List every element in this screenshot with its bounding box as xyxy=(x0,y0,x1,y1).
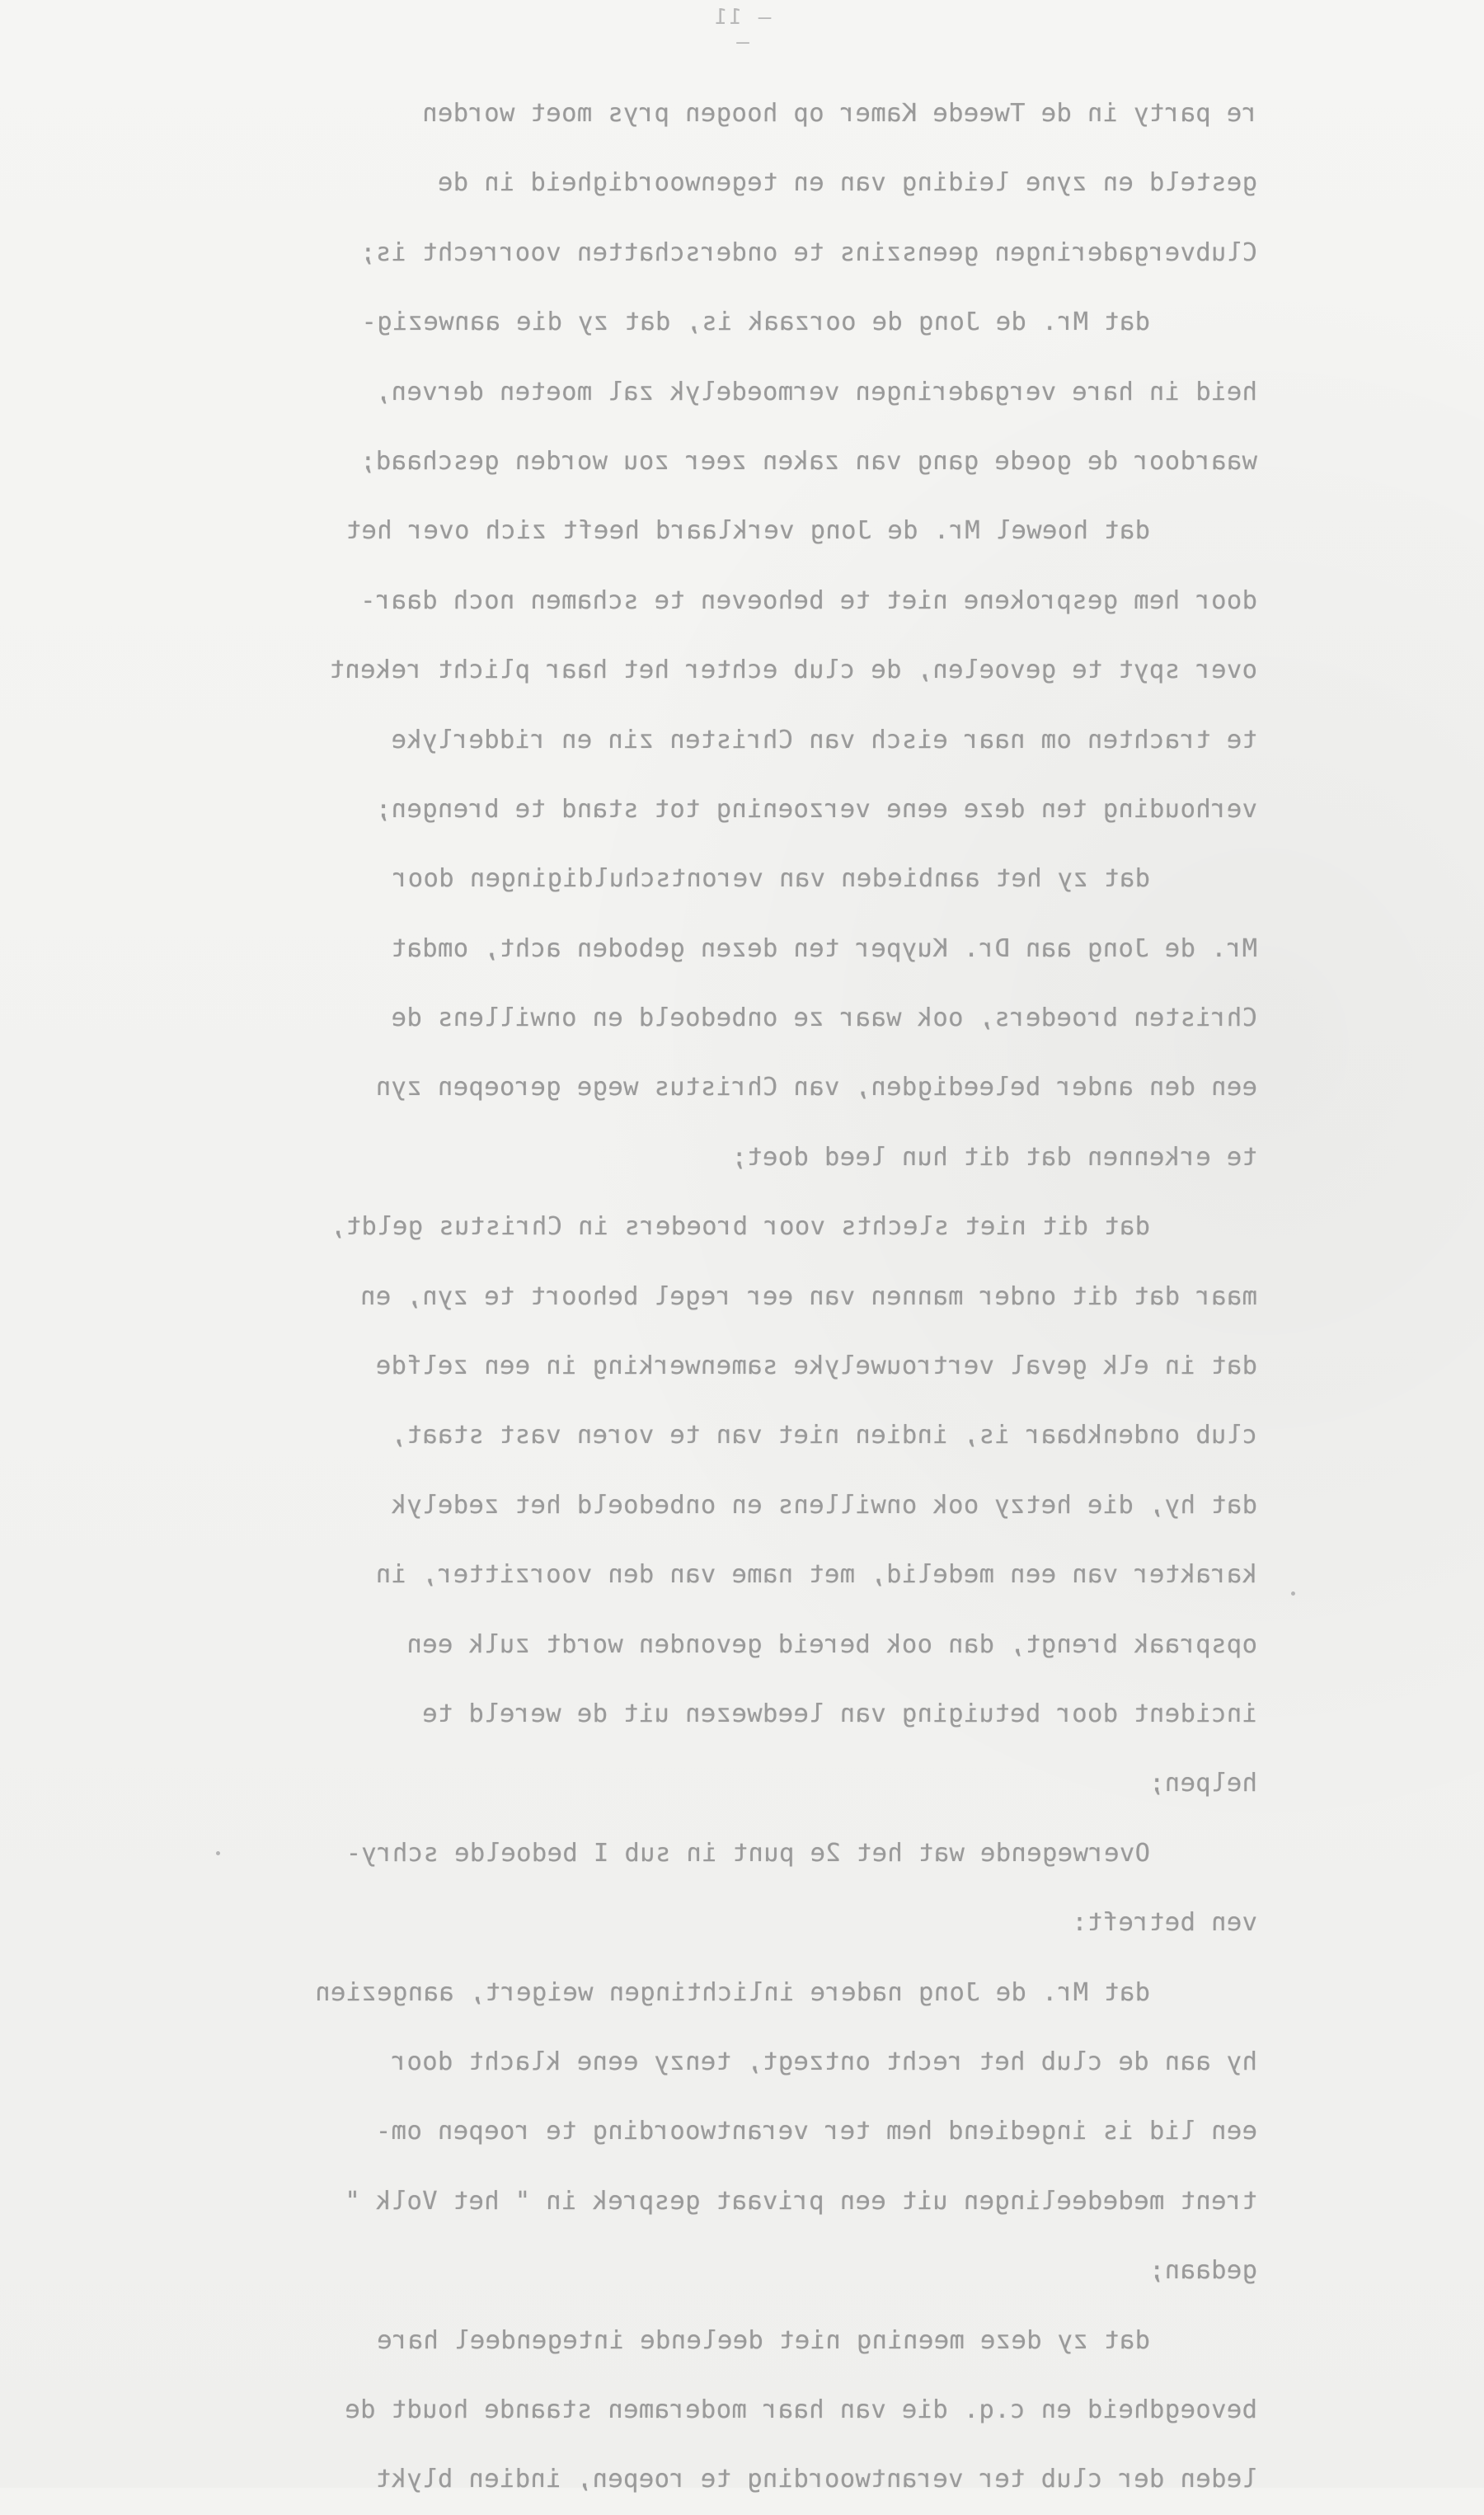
text-line: Clubvergaderingen geenszins te onderschatten voorrecht is; xyxy=(359,237,1257,267)
text-line: een lid is ingediend hem ter verantwoording te roepen om- xyxy=(375,2117,1257,2146)
text-line: dat dit niet slechts voor broeders in Christus geldt, xyxy=(330,1212,1150,1242)
text-line: trent mededeelingen uit een privaat gesprek in " het Volk " xyxy=(345,2186,1257,2216)
text-line: dat zy deze meening niet deelende integendeel hare xyxy=(376,2325,1150,2355)
text-line: re party in de Tweede Kamer op hoogen prys moet worden xyxy=(421,99,1257,128)
text-line: ven betreft: xyxy=(1071,1908,1257,1938)
text-line: te trachten om naar eisch van Christen zin en ridderlyke xyxy=(391,725,1257,754)
text-line: bevoegdheid en c.q. die van haar moderamen staande houdt de xyxy=(345,2395,1257,2424)
text-line: leden der club ter verantwoording te roepen, indien blykt xyxy=(375,2465,1257,2494)
text-line: dat Mr. de Jong nadere inlichtingen weigert, aangezien xyxy=(314,1977,1150,2007)
text-line: dat hoewel Mr. de Jong verklaard heeft zich over het xyxy=(345,516,1150,546)
text-line: een den ander beleedigden, van Christus wege geroepen zyn xyxy=(375,1073,1257,1102)
text-line: helpen; xyxy=(1148,1769,1257,1798)
text-line: over spyt te gevoelen, de club echter het haar plicht rekent xyxy=(329,656,1257,685)
text-line: Christen broeders, ook waar ze onbedoeld en onwillens de xyxy=(391,1004,1257,1033)
text-line: club ondenkbaar is, indien niet van te voren vast staat, xyxy=(391,1421,1257,1450)
text-line: Overwegende wat het 2e punt in sub I bedoelde schry- xyxy=(345,1838,1150,1868)
text-line: hy aan de club het recht ontzegt, tenzy eene klacht door xyxy=(391,2047,1257,2076)
text-line: gesteld en zyne leiding van en tegenwoordigheid in de xyxy=(437,168,1257,198)
text-line: verhouding ten deze eene verzoening tot stand te brengen; xyxy=(375,794,1257,824)
paper-speck xyxy=(1291,1591,1295,1596)
text-line: karakter van een medelid, met name van den voorzitter, in xyxy=(375,1560,1257,1590)
text-line: incident door betuiging van leedwezen uit de wereld te xyxy=(421,1699,1257,1728)
text-line: dat zy het aanbieden van verontschuldigingen door xyxy=(392,864,1150,894)
typewritten-body xyxy=(169,79,1257,2515)
text-line: te erkennen dat dit hun leed doet; xyxy=(731,1142,1257,1172)
text-line: maar dat dit onder mannen van eer regel behoort te zyn, en xyxy=(359,1281,1257,1311)
text-line: waardoor de goede gang van zaken zeer zou worden geschaad; xyxy=(359,446,1257,476)
text-line: gedaan; xyxy=(1148,2256,1257,2286)
text-line: Mr. de Jong aan Dr. Kuyper ten dezen geboden acht, omdat xyxy=(391,933,1257,963)
text-line: door hem gesprokene niet te behoeven te schamen noch daar- xyxy=(359,585,1257,615)
text-line: opspraak brengt, dan ook bereid gevonden wordt zulk een xyxy=(406,1629,1257,1659)
text-line: dat in elk geval vertrouwelyke samenwerking in een zelfde xyxy=(375,1352,1257,1381)
text-line: heid in hare vergaderingen vermoedelyk zal moeten derven, xyxy=(375,377,1257,407)
page-number: — 11 — xyxy=(712,5,772,54)
text-line: dat hy, die hetzy ook onwillens en onbedoeld het zedelyk xyxy=(391,1490,1257,1520)
text-line: dat Mr. de Jong de oorzaak is, dat zy die aanwezig- xyxy=(361,308,1150,337)
paper-speck xyxy=(216,1851,220,1855)
